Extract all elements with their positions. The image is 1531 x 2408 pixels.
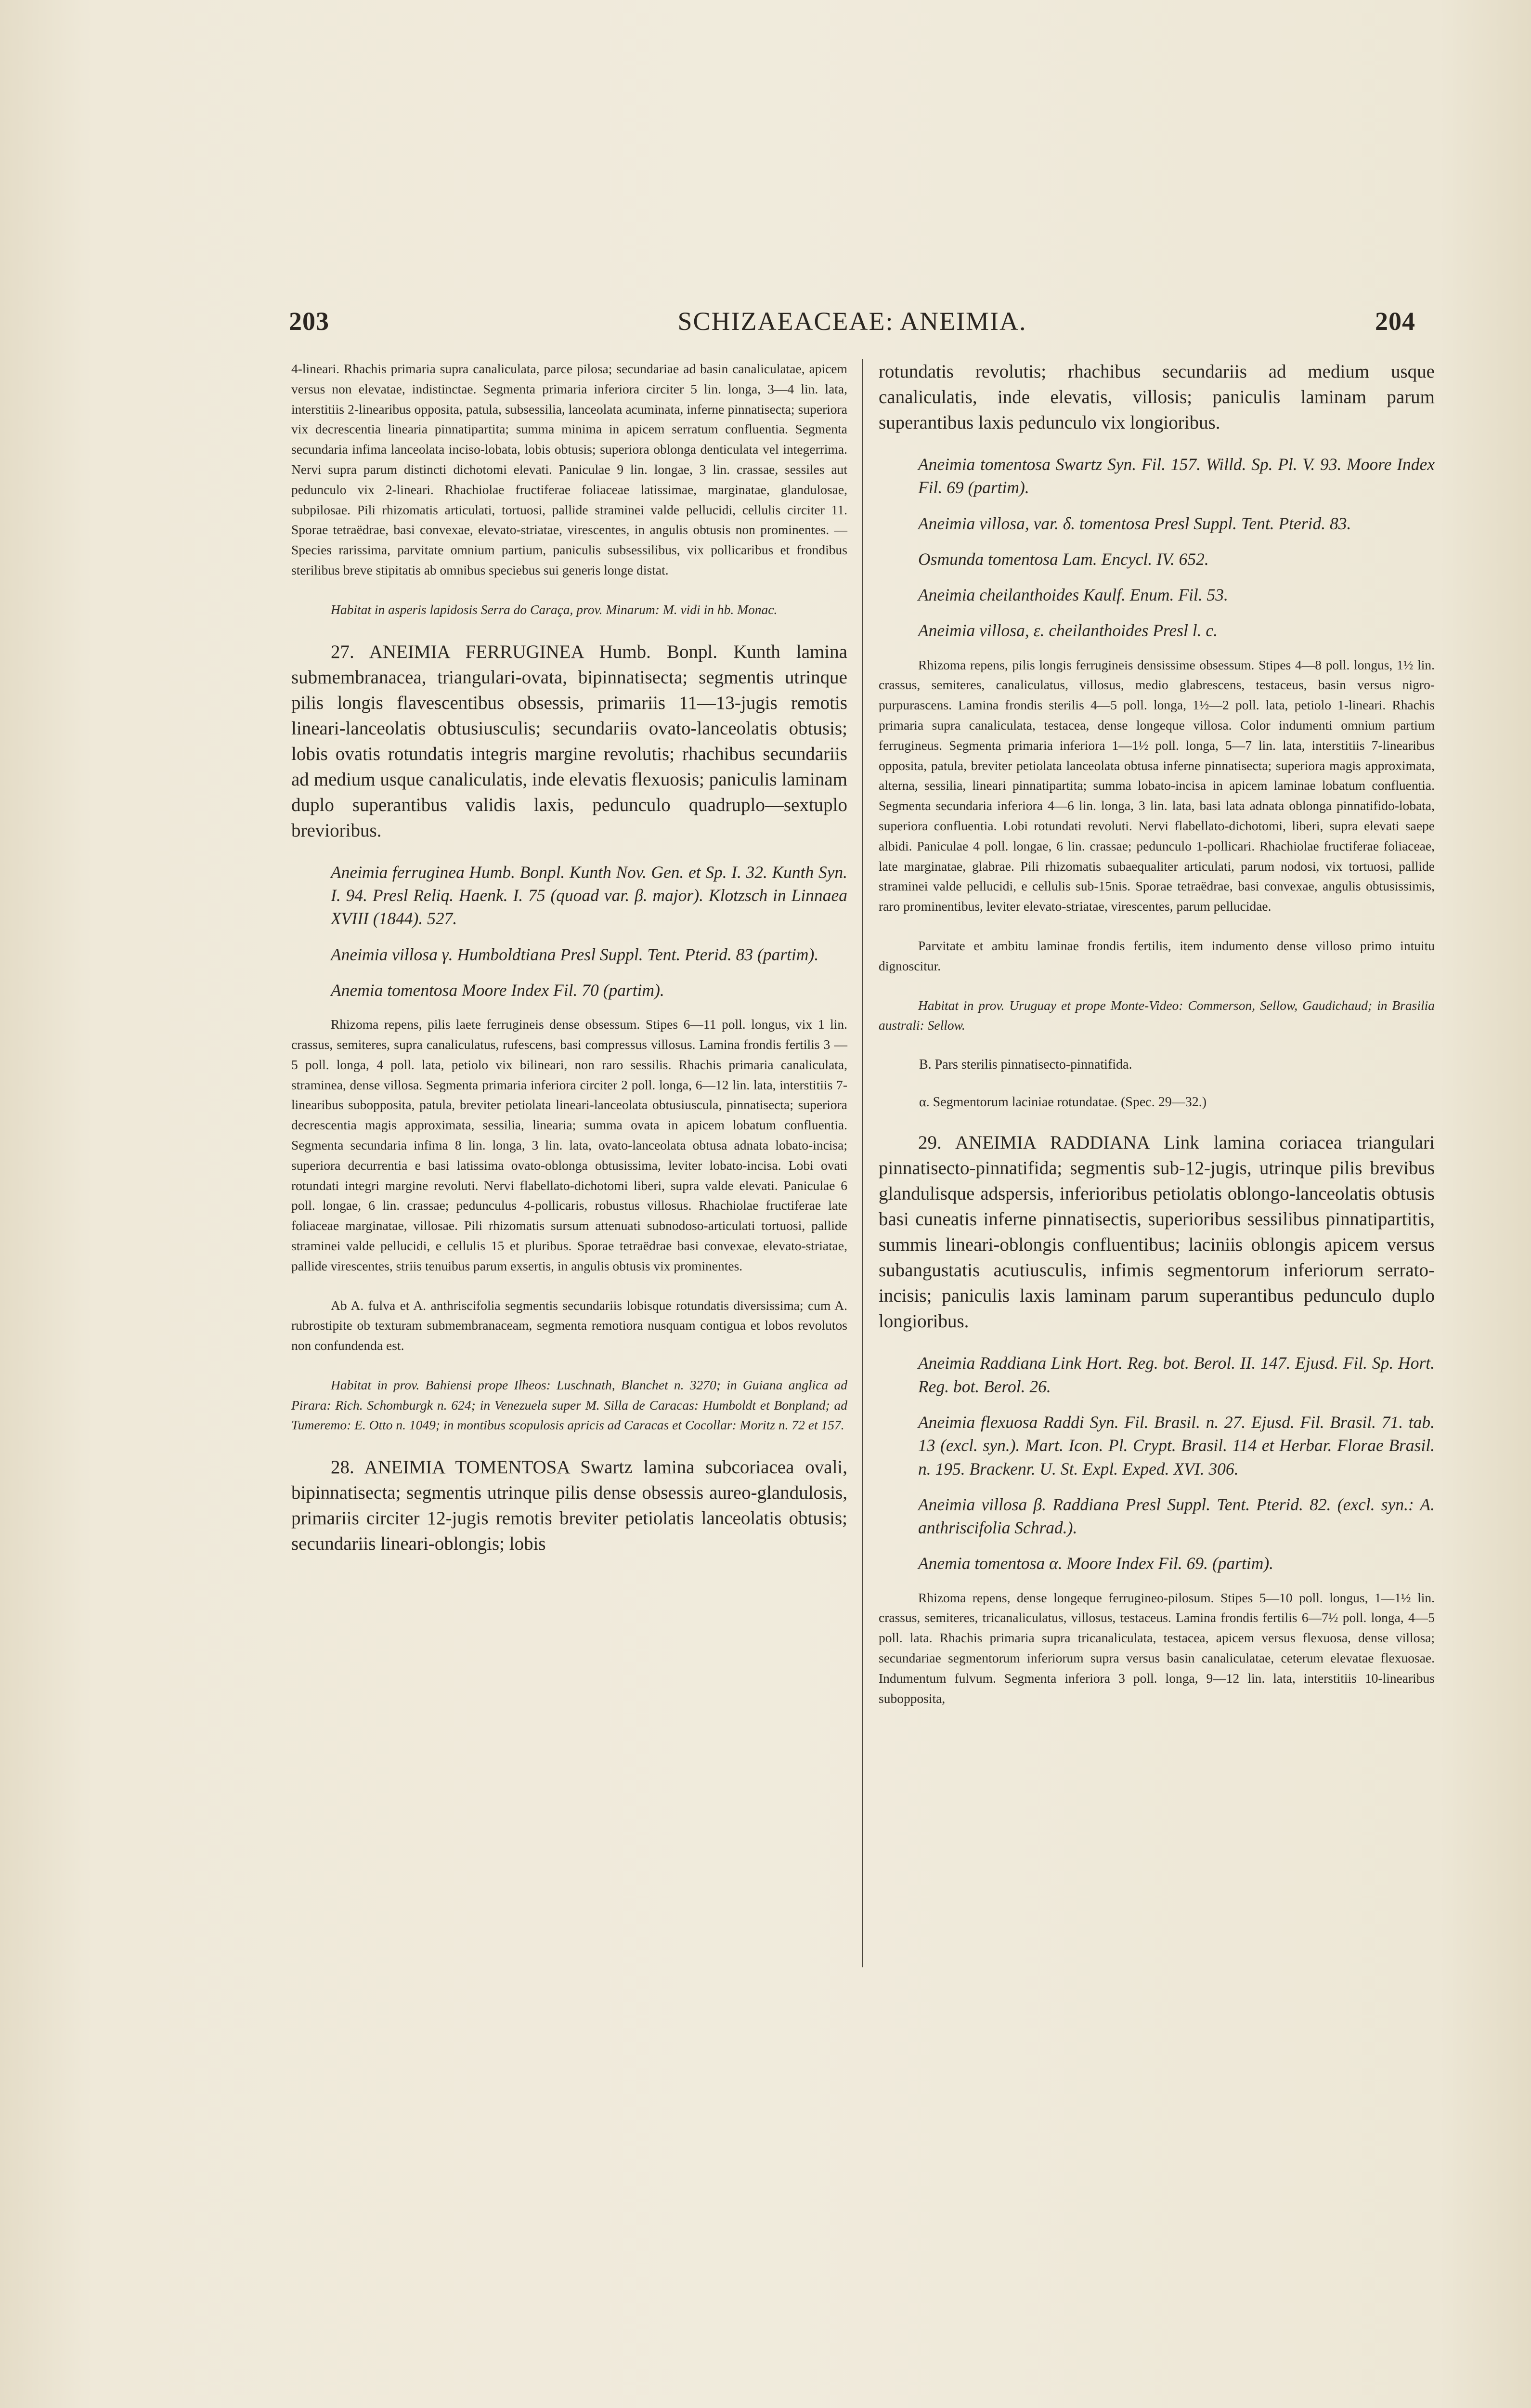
- synonym-27a: Aneimia ferruginea Humb. Bonpl. Kunth Nov. Gen. et Sp. I. 32. Kunth Syn. I. 94. Presl Reliq. Haenk. I. 75 (quoad var. β. major). Klotzsch in Linnaea XVIII (1844). 527.: [331, 862, 847, 929]
- page-number-right: 204: [1375, 307, 1415, 336]
- running-title: SCHIZAEACEAE: ANEIMIA.: [677, 307, 1027, 336]
- synonym-29b: Aneimia flexuosa Raddi Syn. Fil. Brasil. n. 27. Ejusd. Fil. Brasil. 71. tab. 13 (excl. syn.). Mart. Icon. Pl. Crypt. Brasil. 114 et Herbar. Florae Brasil. n. 195. Brackenr. U. St. Expl. Exped. XVI. 306.: [918, 1413, 1435, 1479]
- page-header: [289, 306, 1415, 335]
- species-27-description: Rhizoma repens, pilis laete ferrugineis dense obsessum. Stipes 6—11 poll. longus, vix 1 lin. crassus, semiteres, supra canaliculatus, rufescens, basi compressus villosus. Lamina frondis fertilis 3 — 5 poll. longa, 4 poll. lata, petiolo vix bilineari, non raro sessilis. Rhachis primaria canaliculata, straminea, dense villosa. Segmenta primaria inferiora circiter 2 poll. longa, 6—12 lin. lata, interstitiis 7-linearibus subopposita, patula, breviter petiolata lineari-lanceolata obtusiuscula, pinnatisecta; superiora decrescentia magis approximata, sessilia, linearia; summa ovata in apicem lobatum confluentia. Segmenta secundaria infima 8 lin. longa, 3 lin. lata, ovato-lanceolata obtusa adnata lobato-incisa; superiora decurrentia e basi latissima ovato-oblonga obtusissima, leviter lobato-incisa. Lobi ovati rotundati integri margine revoluti. Nervi flabellato-dichotomi liberi, supra valde elevati. Paniculae 6 poll. longae, 6 lin. crassae; pedunculus 4-pollicaris, robustus villosus. Rhachiolae fructiferae late foliaceae marginatae, villosae. Pili rhizomatis sursum attenuati subnodoso-articulati tortuosi, pallide straminei valde pellucidi, e cellulis 15 et pluribus. Sporae tetraëdrae basi convexae, elevato-striatae, pallide virescentes, striis tenuibus parum exsertis, in angulis obtusis vix prominentes.: [291, 1017, 847, 1273]
- synonym-29a: Aneimia Raddiana Link Hort. Reg. bot. Berol. II. 147. Ejusd. Fil. Sp. Hort. Reg. bot. Berol. 26.: [918, 1353, 1435, 1396]
- species-29-description: Rhizoma repens, dense longeque ferrugineo-pilosum. Stipes 5—10 poll. longus, 1—1½ lin. crassus, semiteres, tricanaliculatus, villosus, testaceus. Lamina frondis fertilis 6—7½ poll. longa, 4—5 poll. lata. Rhachis primaria supra tricanaliculata, testacea, apicem versus flexuosa, dense villosa; secundariae segmentorum inferiorum supra versus basin canaliculatae, ceterum elevatae flexuosae. Indumentum fulvum. Segmenta inferiora 3 poll. longa, 9—12 lin. lata, interstitiis 10-linearibus subopposita,: [879, 1590, 1435, 1706]
- species-29-diagnosis: 29. ANEIMIA RADDIANA Link lamina coriacea triangulari pinnatisecto-pinnatifida; segmentis sub-12-jugis, utrinque pilis brevibus glandulisque adspersis, inferioribus petiolatis oblongo-lanceolatis obtusis basi cuneatis inferne pinnatisectis, superioribus sessilibus pinnatipartitis, summis lineari-oblongis confluentibus; laciniis oblongis apicem versus subangustatis acutiusculis, infimis segmentorum inferiorum serrato-incisis; paniculis laxis laminam parum superantibus pedunculo duplo longioribus.: [879, 1132, 1435, 1332]
- species-28-note: Parvitate et ambitu laminae frondis fertilis, item indumento dense villoso primo intuitu dignoscitur.: [879, 938, 1435, 973]
- page-number-left: 203: [289, 307, 329, 336]
- synonym-28c: Osmunda tomentosa Lam. Encycl. IV. 652.: [918, 549, 1209, 569]
- species-28-description: Rhizoma repens, pilis longis ferrugineis densissime obsessum. Stipes 4—8 poll. longus, 1½ lin. crassus, semiteres, canaliculatus, villosus, medio glabrescens, testaceus, basin versus nigro-purpurascens. Lamina frondis sterilis 4—5 poll. longa, 1½—2 poll. lata, petiolo 1-lineari. Rhachis primaria supra canaliculata, testacea, dense longeque villosa. Color indumenti omnium partium ferrugineus. Segmenta primaria inferiora 1—1½ poll. longa, 5—7 lin. lata, interstitiis 7-linearibus opposita, patula, breviter petiolata lanceolata obtusa inferne pinnatisecta; superiora magis approximata, alterna, sessilia, lineari pinnatipartita; summa lobato-incisa in apicem laminae lobatum confluentia. Segmenta secundaria inferiora 4—6 lin. longa, 3 lin. lata, basi lata adnata oblonga pinnatifido-lobata, superiora confluentia. Lobi rotundati revoluti. Nervi flabellato-dichotomi, liberi, supra elevati saepe albidi. Paniculae 4 poll. longae, 6 lin. crassae; pedunculo 1-pollicari. Rhachiolae fructiferae foliaceae, late marginatae, glabrae. Pili rhizomatis subaequaliter articulati, parum nodosi, vix tortuosi, pallide straminei valde pellucidi, e cellulis sub-15nis. Sporae tetraëdrae, basi convexae, angulis obtusissimis, raro prominentibus, leviter elevato-striatae, virescentes, parum pellucidae.: [879, 657, 1435, 914]
- section-heading-b: B. Pars sterilis pinnatisecto-pinnatifida.: [919, 1057, 1132, 1073]
- column-divider: [862, 359, 863, 1967]
- species-27-note: Ab A. fulva et A. anthriscifolia segmentis secundariis lobisque rotundatis diversissima; cum A. rubrostipite ob texturam submembranaceam, segmenta remotiora nusquam contigua et lobos revolutos non confundenda est.: [291, 1297, 847, 1353]
- synonym-27c: Anemia tomentosa Moore Index Fil. 70 (partim).: [331, 980, 664, 1000]
- species-27-diagnosis: 27. ANEIMIA FERRUGINEA Humb. Bonpl. Kunth lamina submembranacea, triangulari-ovata, bipinnatisecta; segmentis utrinque pilis longis flavescentibus obsessis, primariis 11—13-jugis remotis lineari-lanceolatis obtusiusculis; secundariis ovato-lanceolatis obtusis; lobis ovatis rotundatis integris margine revolutis; rhachibus secundariis ad medium usque canaliculatis, inde elevatis flexuosis; paniculis laminam duplo superantibus validis laxis, pedunculo quadruplo—sextuplo brevioribus.: [291, 641, 847, 841]
- habitat-28: Habitat in prov. Uruguay et prope Monte-Video: Commerson, Sellow, Gaudichaud; in Brasilia australi: Sellow.: [879, 997, 1435, 1033]
- left-column: [291, 359, 847, 1574]
- synonym-28a: Aneimia tomentosa Swartz Syn. Fil. 157. Willd. Sp. Pl. V. 93. Moore Index Fil. 69 (partim).: [918, 455, 1435, 497]
- species-28-diagnosis: 28. ANEIMIA TOMENTOSA Swartz lamina subcoriacea ovali, bipinnatisecta; segmentis utrinque pilis dense obsessis aureo-glandulosis, primariis circiter 12-jugis remotis breviter petiolatis lanceolatis obtusis; secundariis lineari-oblongis; lobis: [291, 1457, 847, 1555]
- synonym-27b: Aneimia villosa γ. Humboldtiana Presl Suppl. Tent. Pterid. 83 (partim).: [331, 944, 819, 964]
- right-column: [879, 359, 1435, 1727]
- synonym-28b: Aneimia villosa, var. δ. tomentosa Presl Suppl. Tent. Pterid. 83.: [918, 513, 1351, 533]
- synonym-29c: Aneimia villosa β. Raddiana Presl Suppl. Tent. Pterid. 82. (excl. syn.: A. anthriscifolia Schrad.).: [918, 1494, 1435, 1538]
- habitat-27: Habitat in prov. Bahiensi prope Ilheos: Luschnath, Blanchet n. 3270; in Guiana anglica ad Pirara: Rich. Schomburgk n. 624; in Venezuela super M. Silla de Caracas: Humboldt et Bonpland; ad Tumeremo: E. Otto n. 1049; in montibus scopulosis apricis ad Caracas et Cocollar: Moritz n. 72 et 157.: [291, 1377, 847, 1433]
- description-continued: 4-lineari. Rhachis primaria supra canaliculata, parce pilosa; secundariae ad basin canaliculatae, apicem versus non elevatae, indistinctae. Segmenta primaria inferiora circiter 5 lin. longa, 3—4 lin. lata, interstitiis 2-linearibus opposita, patula, subsessilia, lanceolata acuminata, inferne pinnatisecta; superiora vix decrescentia linearia pinnatipartita; summa minima in apicem serratum confluentia. Segmenta secundaria infima lanceolata inciso-lobata, lobis obtusis; superiora oblonga denticulata vel integerrima. Nervi supra parum distincti dichotomi elevati. Paniculae 9 lin. longae, 3 lin. crassae, sessiles aut pedunculo vix 2-lineari. Rhachiolae fructiferae foliaceae latissimae, marginatae, glandulosae, subpilosae. Pili rhizomatis articulati, tortuosi, pallide straminei valde pellucidi, cellulis circiter 11. Sporae tetraëdrae, basi convexae, elevato-striatae, virescentes, in angulis obtusis non prominentes. — Species rarissima, parvitate omnium partium, paniculis subsessilibus, vix pollicaribus et frondibus sterilibus breve stipitatis ab omnibus speciebus sui generis longe distat.: [291, 361, 847, 577]
- synonym-28d: Aneimia cheilanthoides Kaulf. Enum. Fil. 53.: [918, 585, 1228, 605]
- synonym-29d: Anemia tomentosa α. Moore Index Fil. 69. (partim).: [918, 1554, 1274, 1573]
- habitat-26: Habitat in asperis lapidosis Serra do Caraça, prov. Minarum: M. vidi in hb. Monac.: [331, 602, 778, 617]
- subsection-heading-alpha: α. Segmentorum laciniae rotundatae. (Spec. 29—32.): [919, 1095, 1207, 1110]
- species-28-diagnosis-continued: rotundatis revolutis; rhachibus secundariis ad medium usque canaliculatis, inde elevatis, villosis; paniculis laminam parum superantibus laxis pedunculo vix longioribus.: [879, 361, 1435, 433]
- synonym-28e: Aneimia villosa, ε. cheilanthoides Presl l. c.: [918, 621, 1218, 641]
